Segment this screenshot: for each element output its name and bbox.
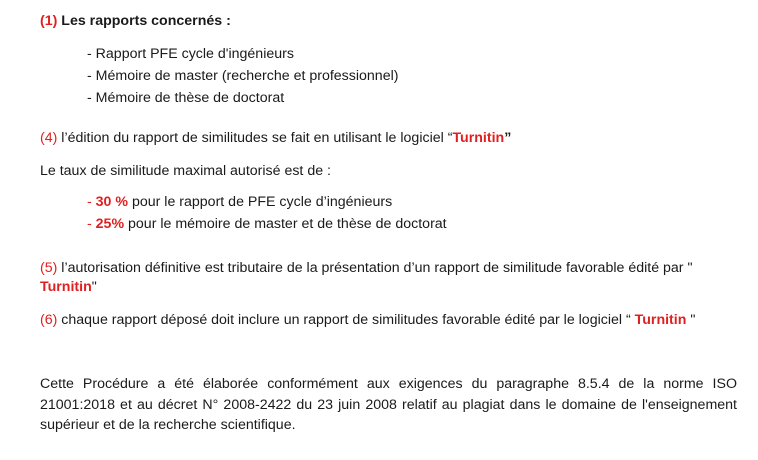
section-6-software: Turnitin <box>634 312 687 328</box>
rate-item-value: 30 % <box>95 194 129 210</box>
section-5-paragraph <box>40 259 693 277</box>
section-5-closing-quote: " <box>91 279 97 295</box>
rate-item-text: pour le rapport de PFE cycle d’ingénieurs <box>128 194 393 210</box>
rate-intro: Le taux de similitude maximal autorisé est de : <box>40 163 331 179</box>
section-4-closing-quote: ” <box>504 130 512 146</box>
rate-item-pfe <box>87 193 392 211</box>
section-5-number: (5) <box>40 260 58 276</box>
section-6-paragraph <box>40 311 695 329</box>
footer-paragraph: Cette Procédure a été élaborée conformément aux exigences du paragraphe 8.5.4 de la norme ISO 21001:2018 et au décret N° 2008-2422 du 23 juin 2008 relatif au plagiat dans le domaine de l'enseignement supérieur et de la recherche scientifique. <box>40 376 737 433</box>
section-1-heading <box>40 12 231 30</box>
section-1-title: Les rapports concernés : <box>57 13 231 29</box>
section-6-text: chaque rapport déposé doit inclure un rapport de similitudes favorable édité par le logiciel “ <box>57 312 635 328</box>
section-4-paragraph <box>40 129 511 147</box>
rate-item-value: 25% <box>95 216 125 232</box>
list-item: - Rapport PFE cycle d'ingénieurs <box>87 46 294 62</box>
section-6-number: (6) <box>40 312 58 328</box>
section-4-text: l’édition du rapport de similitudes se fait en utilisant le logiciel “ <box>57 130 453 146</box>
rate-item-text: pour le mémoire de master et de thèse de doctorat <box>124 216 447 232</box>
section-6-closing-quote: " <box>686 312 696 328</box>
section-4-software: Turnitin <box>452 130 505 146</box>
section-1-number: (1) <box>40 13 58 29</box>
section-4-number: (4) <box>40 130 58 146</box>
list-item: - Mémoire de thèse de doctorat <box>87 90 285 106</box>
section-5-software: Turnitin <box>40 279 92 295</box>
section-5-text: l’autorisation définitive est tributaire de la présentation d’un rapport de similitude favorable édité par " <box>57 260 693 276</box>
rate-item-prefix: - <box>87 194 96 210</box>
section-5-continuation <box>40 278 97 296</box>
list-item: - Mémoire de master (recherche et professionnel) <box>87 68 399 84</box>
rate-item-master <box>87 215 447 233</box>
rate-item-prefix: - <box>87 216 96 232</box>
